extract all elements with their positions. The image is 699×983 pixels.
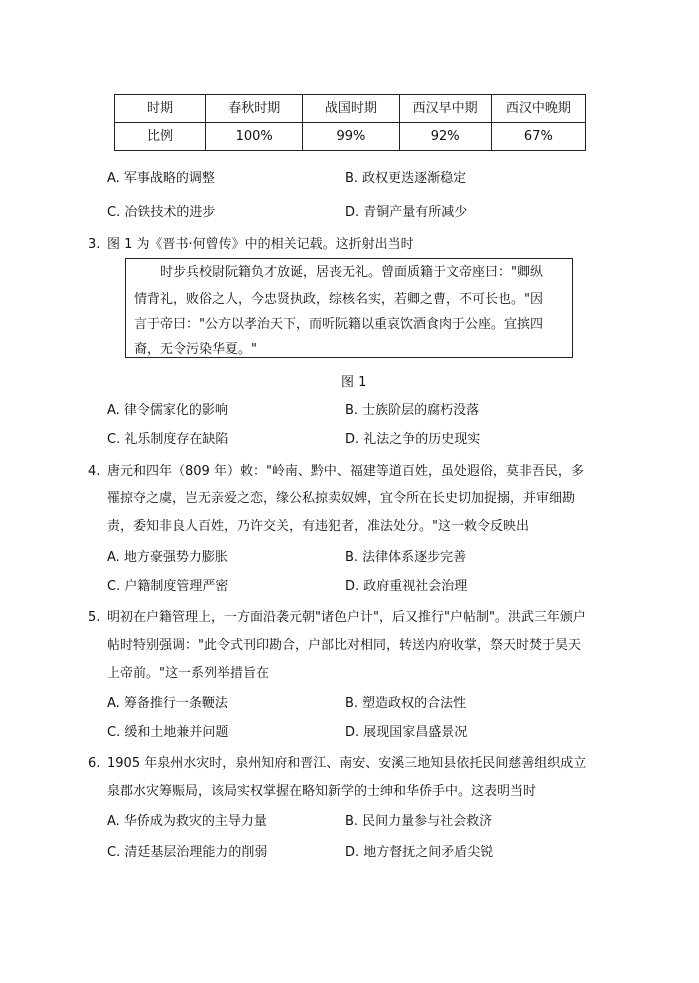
table-cell: 67% — [491, 123, 585, 151]
table-cell: 99% — [303, 123, 399, 151]
table-cell: 西汉中晚期 — [491, 95, 585, 123]
q3-number: 3. — [88, 237, 101, 252]
q5-option-c[interactable]: C. 缓和土地兼并问题 — [107, 725, 229, 740]
table-cell: 92% — [399, 123, 491, 151]
q5-option-d[interactable]: D. 展现国家昌盛景况 — [345, 725, 468, 740]
q6-option-d[interactable]: D. 地方督抚之间矛盾尖锐 — [345, 845, 494, 860]
table-header-row — [115, 95, 586, 123]
quote-line: 时步兵校尉阮籍负才放诞，居丧无礼。曾面质籍于文帝座曰："卿纵 — [160, 265, 543, 280]
q2-option-c[interactable]: C. 冶铁技术的进步 — [107, 205, 216, 220]
q3-option-a[interactable]: A. 律令儒家化的影响 — [107, 403, 228, 418]
q2-option-d[interactable]: D. 青铜产量有所减少 — [345, 205, 468, 220]
q5-stem-line: 帖时特别强调："此令式刊印勘合，户部比对相同，转送内府收掌，祭天时焚于昊天 — [107, 638, 581, 653]
q4-option-d[interactable]: D. 政府重视社会治理 — [345, 579, 468, 594]
q5-option-b[interactable]: B. 塑造政权的合法性 — [345, 696, 467, 711]
table-cell: 战国时期 — [303, 95, 399, 123]
q4-option-b[interactable]: B. 法律体系逐步完善 — [345, 550, 467, 565]
q3-option-d[interactable]: D. 礼法之争的历史现实 — [345, 432, 481, 447]
q4-number: 4. — [88, 464, 101, 479]
table-cell: 100% — [206, 123, 303, 151]
q6-number: 6. — [88, 756, 101, 771]
q5-option-a[interactable]: A. 筹备推行一条鞭法 — [107, 696, 228, 711]
q6-option-a[interactable]: A. 华侨成为救灾的主导力量 — [107, 814, 267, 829]
table-cell: 时期 — [115, 95, 206, 123]
q3-option-b[interactable]: B. 士族阶层的腐朽没落 — [345, 403, 480, 418]
q4-stem-line: 唐元和四年（809 年）敕："岭南、黔中、福建等道百姓，虽处遐俗，莫非吾民，多 — [107, 464, 584, 479]
q2-option-b[interactable]: B. 政权更迭逐渐稳定 — [345, 171, 467, 186]
q6-option-b[interactable]: B. 民间力量参与社会救济 — [345, 814, 493, 829]
q6-stem-line: 1905 年泉州水灾时，泉州知府和晋江、南安、安溪三地知县依托民间慈善组织成立 — [107, 756, 587, 771]
ratio-table — [114, 94, 586, 151]
table-row — [115, 123, 586, 151]
table-cell: 比例 — [115, 123, 206, 151]
q4-stem-line: 责，委知非良人百姓，乃许交关，有违犯者，准法处分。"这一敕令反映出 — [107, 519, 529, 534]
q3-stem: 图 1 为《晋书·何曾传》中的相关记载。这折射出当时 — [107, 237, 414, 252]
q4-option-a[interactable]: A. 地方豪强势力膨胀 — [107, 550, 228, 565]
q4-option-c[interactable]: C. 户籍制度管理严密 — [107, 579, 229, 594]
q5-number: 5. — [88, 610, 101, 625]
figure-caption: 图 1 — [341, 375, 367, 390]
table-cell: 西汉早中期 — [399, 95, 491, 123]
table-cell: 春秋时期 — [206, 95, 303, 123]
q6-stem-line: 泉郡水灾筹赈局，该局实权掌握在略知新学的士绅和华侨手中。这表明当时 — [107, 784, 537, 799]
q6-option-c[interactable]: C. 清廷基层治理能力的削弱 — [107, 845, 268, 860]
quote-line: 言于帝曰："公方以孝治天下，而听阮籍以重哀饮酒食肉于公座。宜摈四 — [134, 317, 543, 332]
q3-option-c[interactable]: C. 礼乐制度存在缺陷 — [107, 432, 229, 447]
quote-line: 裔，无令污染华夏。" — [134, 342, 257, 357]
q4-stem-line: 罹掠夺之虞，岂无亲爱之恋，缘公私掠卖奴婢，宜令所在长史切加捉搦，并审细勘 — [107, 491, 576, 506]
quote-line: 情背礼，败俗之人，今忠贤执政，综核名实，若卿之曹，不可长也。"因 — [134, 292, 543, 307]
q3-quote-box — [125, 258, 573, 358]
q5-stem-line: 明初在户籍管理上，一方面沿袭元朝"诸色户计"，后又推行"户帖制"。洪武三年颁户 — [107, 610, 586, 625]
q5-stem-line: 上帝前。"这一系列举措旨在 — [107, 666, 269, 681]
q2-option-a[interactable]: A. 军事战略的调整 — [107, 171, 215, 186]
